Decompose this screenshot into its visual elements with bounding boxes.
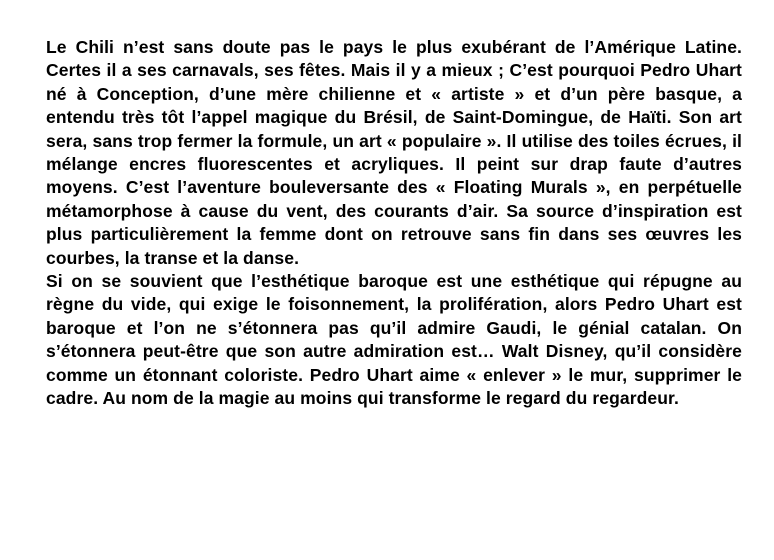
document-page bbox=[46, 36, 742, 411]
paragraph-2: Si on se souvient que l’esthétique baroque est une esthétique qui répugne au règne du vide, qui exige le foisonnement, la prolifération, alors Pedro Uhart est baroque et l’on ne s’étonnera pas qu’il admire Gaudi, le génial catalan. On s’étonnera peut-être que son autre admiration est… Walt Disney, qu’il considère comme un étonnant coloriste. Pedro Uhart aime « enlever » le mur, supprimer le cadre. Au nom de la magie au moins qui transforme le regard du regardeur. bbox=[46, 271, 742, 409]
paragraph-1: Le Chili n’est sans doute pas le pays le plus exubérant de l’Amérique Latine. Certes il a ses carnavals, ses fêtes. Mais il y a mieux ; C’est pourquoi Pedro Uhart né à Conception, d’une mère chilienne et « artiste » et d’un père basque, a entendu très tôt l’appel magique du Brésil, de Saint-Domingue, de Haïti. Son art sera, sans trop fermer la formule, un art « populaire ». Il utilise des toiles écrues, il mélange encres fluorescentes et acryliques. Il peint sur drap faute d’autres moyens. C’est l’aventure bouleversante des « Floating Murals », en perpétuelle métamorphose à cause du vent, des courants d’air. Sa source d’inspiration est plus particulièrement la femme dont on retrouve sans fin dans ses œuvres les courbes, la transe et la danse. bbox=[46, 37, 742, 268]
